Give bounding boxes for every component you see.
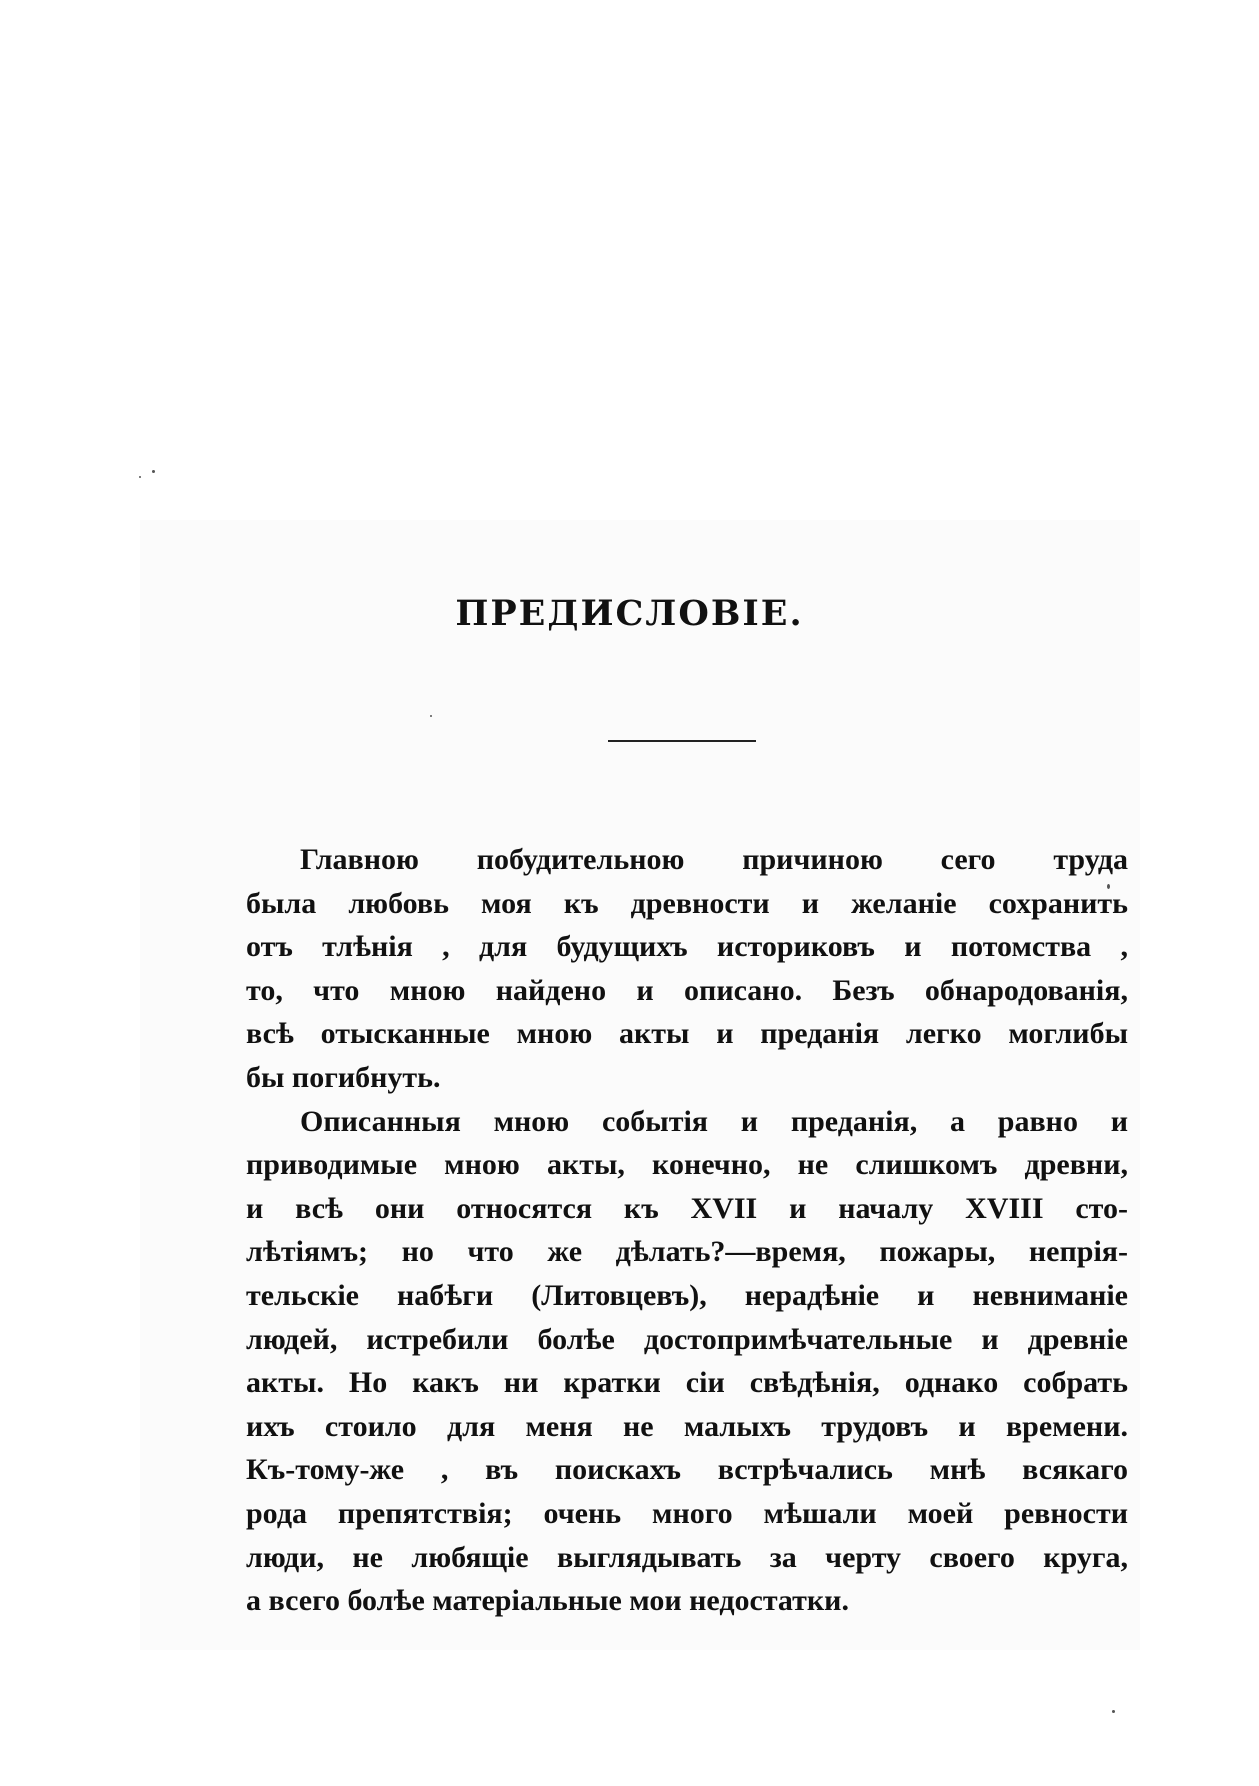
paper-speck (139, 476, 141, 478)
paper-speck (430, 715, 432, 717)
text-line: бы погибнуть. (246, 1060, 441, 1094)
paper-speck (1112, 1710, 1115, 1713)
text-line: рода препятствія; очень много мѣшали моей ревности (246, 1496, 1128, 1530)
text-line: всѣ отысканные мною акты и преданія легко моглибы (246, 1017, 1128, 1051)
text-line: Главною побудительною причиною сего труда (300, 843, 1128, 876)
text-line: лѣтіямъ; но что же дѣлать?—время, пожары, непрія- (246, 1235, 1128, 1269)
text-line: была любовь моя къ древности и желаніе сохранить (246, 886, 1128, 920)
text-line: отъ тлѣнія , для будущихъ историковъ и потомства , (246, 930, 1128, 964)
body-text (246, 838, 1128, 1623)
text-line: Описанныя мною событія и преданія, а равно и (300, 1104, 1128, 1138)
text-line: Къ-тому-же , въ поискахъ встрѣчались мнѣ всякаго (246, 1453, 1128, 1487)
text-line: тельскіе набѣги (Литовцевъ), нерадѣніе и невниманіе (246, 1278, 1128, 1312)
text-line: ихъ стоило для меня не малыхъ трудовъ и времени. (246, 1409, 1128, 1443)
text-line: людей, истребили болѣе достопримѣчательные и древніе (246, 1322, 1128, 1356)
paper-speck (152, 470, 155, 473)
page-title: ПРЕДИСЛОВІЕ. (455, 593, 804, 634)
text-line: акты. Но какъ ни кратки сіи свѣдѣнія, однако собрать (246, 1366, 1128, 1400)
text-line: и всѣ они относятся къ XVII и началу XVIII сто- (246, 1191, 1128, 1225)
text-line: люди, не любящіе выглядывать за черту своего круга, (246, 1540, 1128, 1574)
title-divider (608, 740, 756, 742)
text-line: приводимые мною акты, конечно, не слишкомъ древни, (246, 1148, 1128, 1182)
text-line: а всего болѣе матеріальные мои недостатки. (246, 1584, 849, 1618)
text-line: то, что мною найдено и описано. Безъ обнародованія, (246, 973, 1128, 1007)
